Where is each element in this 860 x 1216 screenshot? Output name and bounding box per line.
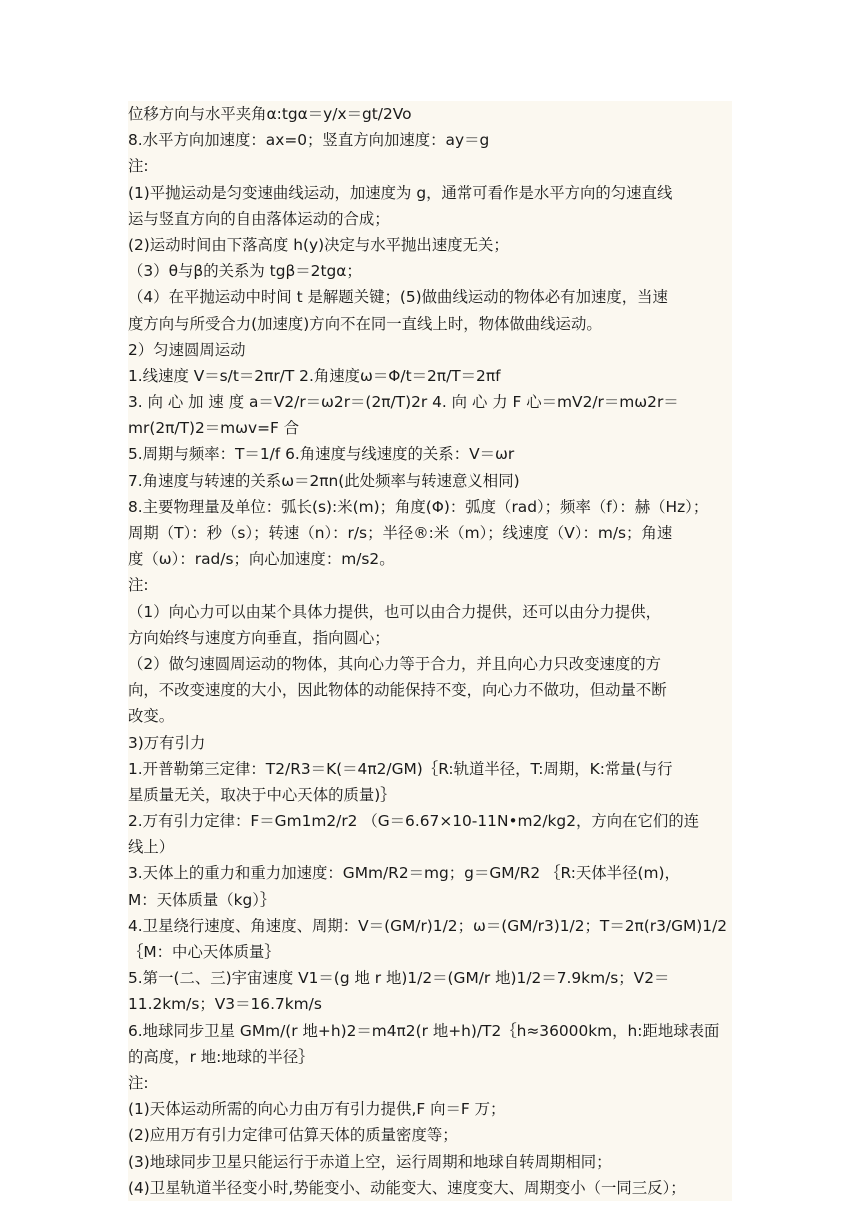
text-line: 注: [128, 157, 149, 176]
text-line: (3)地球同步卫星只能运行于赤道上空，运行周期和地球自转周期相同； [128, 1152, 612, 1171]
text-line: M：天体质量（kg）｝ [128, 890, 276, 909]
text-line: （3）θ与β的关系为 tgβ＝2tgα； [128, 262, 362, 281]
text-line: 运与竖直方向的自由落体运动的合成； [128, 209, 390, 228]
text-line: 8.水平方向加速度：ax=0；竖直方向加速度：ay＝g [128, 131, 490, 150]
document-text-block [128, 101, 732, 1201]
text-line: 位移方向与水平夹角α:tgα＝y/x＝gt/2Vo [128, 105, 412, 123]
text-line: 1.开普勒第三定律：T2/R3＝K(＝4π2/GM)｛R:轨道半径，T:周期，K:常量(与行 [128, 759, 673, 778]
text-line: (1)平抛运动是匀变速曲线运动，加速度为 g，通常可看作是水平方向的匀速直线 [128, 183, 673, 202]
text-line: 8.主要物理量及单位：弧长(s):米(m)；角度(Φ)：弧度（rad）；频率（f）：赫（Hz）； [128, 497, 709, 516]
text-line: 5.周期与频率：T＝1/f 6.角速度与线速度的关系：V＝ωr [128, 445, 515, 464]
text-line: 的高度，r 地:地球的半径｝ [128, 1047, 314, 1066]
text-line: 7.角速度与转速的关系ω＝2πn(此处频率与转速意义相同) [128, 471, 520, 490]
text-line: 向，不改变速度的大小，因此物体的动能保持不变，向心力不做功，但动量不断 [128, 681, 667, 700]
text-line: (2)应用万有引力定律可估算天体的质量密度等； [128, 1126, 458, 1145]
text-line: 2）匀速圆周运动 [128, 340, 246, 359]
text-line: 线上） [128, 838, 175, 857]
text-line: 注: [128, 1073, 149, 1092]
text-line: (2)运动时间由下落高度 h(y)决定与水平抛出速度无关； [128, 235, 509, 254]
text-line: （1）向心力可以由某个具体力提供，也可以由合力提供，还可以由分力提供， [128, 602, 662, 621]
text-line: 周期（T）：秒（s）；转速（n）：r/s；半径®:米（m）；线速度（V）：m/s；角速 [128, 524, 673, 542]
text-line: 3. 向 心 加 速 度 a＝V2/r＝ω2r＝(2π/T)2r 4. 向 心 力 F 心＝mV2/r＝mω2r＝ [128, 393, 679, 412]
text-line: 方向始终与速度方向垂直，指向圆心； [128, 628, 390, 647]
text-line: (4)卫星轨道半径变小时,势能变小、动能变大、速度变大、周期变小（一同三反）； [128, 1178, 686, 1197]
text-line: mr(2π/T)2＝mωv=F 合 [128, 419, 300, 438]
text-line: ｛M：中心天体质量｝ [128, 943, 280, 961]
text-line: 度（ω）：rad/s；向心加速度：m/s2。 [128, 550, 395, 569]
text-line: 3.天体上的重力和重力加速度：GMm/R2＝mg；g＝GM/R2 ｛R:天体半径(m)， [128, 864, 680, 883]
text-line: 1.线速度 V＝s/t＝2πr/T 2.角速度ω＝Φ/t＝2π/T＝2πf [128, 366, 501, 385]
text-line: 注: [128, 576, 149, 595]
text-line: （2）做匀速圆周运动的物体，其向心力等于合力，并且向心力只改变速度的方 [128, 654, 662, 673]
text-line: 3)万有引力 [128, 733, 206, 752]
text-line: 5.第一(二、三)宇宙速度 V1＝(g 地 r 地)1/2＝(GM/r 地)1/2＝7.9km/s；V2＝ [128, 969, 670, 988]
text-line: 改变。 [128, 707, 175, 726]
text-line: 度方向与所受合力(加速度)方向不在同一直线上时，物体做曲线运动。 [128, 314, 602, 333]
text-line: 6.地球同步卫星 GMm/(r 地+h)2＝m4π2(r 地+h)/T2｛h≈36000km，h:距地球表面 [128, 1021, 720, 1040]
text-line: 11.2km/s；V3＝16.7km/s [128, 995, 322, 1014]
text-line: （4）在平抛运动中时间 t 是解题关键；(5)做曲线运动的物体必有加速度，当速 [128, 288, 668, 307]
text-line: 4.卫星绕行速度、角速度、周期：V＝(GM/r)1/2；ω＝(GM/r3)1/2；T＝2π(r3/GM)1/2 [128, 916, 728, 935]
text-line: (1)天体运动所需的向心力由万有引力提供,F 向＝F 万； [128, 1100, 506, 1119]
text-line: 星质量无关，取决于中心天体的质量)｝ [128, 785, 396, 804]
text-line: 2.万有引力定律：F＝Gm1m2/r2 （G＝6.67×10-11N•m2/kg2，方向在它们的连 [128, 812, 700, 831]
